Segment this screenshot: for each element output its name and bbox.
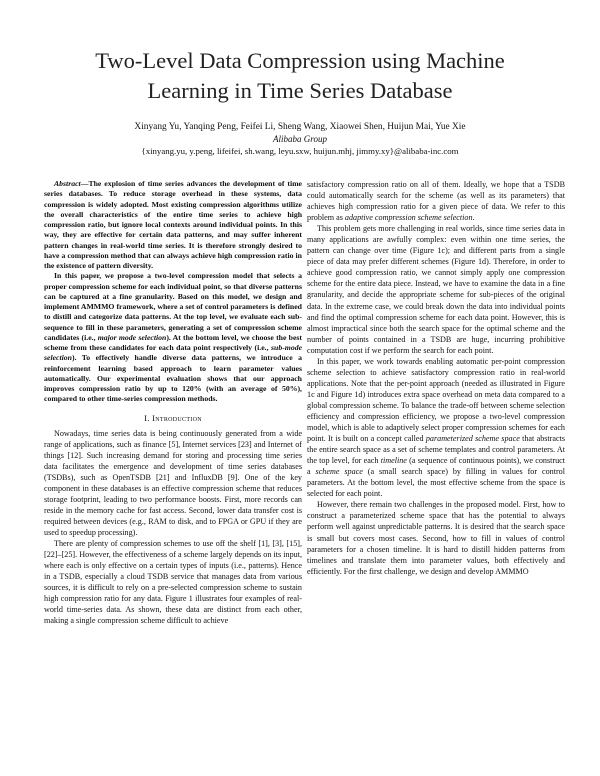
right-emphasis-3a: parameterized scheme space (425, 434, 520, 444)
intro-paragraph-1: Nowadays, time series data is being continuously generated from a wide range of applications, such as finance [5], Internet services [23] and Internet of things [12]. Such increasing demand for storing and processing time series data facilitates the emergence and development of time series databases (TSDBs), such as OpenTSDB [21] and InfluxDB [9]. One of the key component in these databases is an effective compression scheme that reduces storage footprint, leading to two performance boosts. First, more records can reside in the memory cache for fast access. Second, lower data transfer cost is required between devices (e.g., RAM to disk, and to FPGA or GPU if they are used to speedup processing). (44, 428, 302, 537)
title-line-2: Learning in Time Series Database (147, 78, 453, 103)
title-line-1: Two-Level Data Compression using Machine (95, 48, 505, 73)
right-text-3d: (a small search space) by filling in values for control parameters. At the bottom level, the most effective scheme from the space is selected for each point. (307, 467, 565, 499)
abstract-lead: Abstract (54, 179, 81, 188)
right-text-3c: (a sequence of continuous points), we construct a (307, 456, 565, 477)
abstract-paragraph-2 (44, 271, 302, 404)
left-column (44, 179, 302, 759)
right-emphasis-3b: timeline (380, 456, 407, 466)
right-paragraph-1 (307, 179, 565, 223)
right-paragraph-4: However, there remain two challenges in the proposed model. First, how to construct a parameterized scheme space that has the potential to always perform well against unpredictable patterns. It is desired that the search space is small but covers most cases. Second, how to fill in values of control parameters for a chosen timeline. It is hard to distill hidden patterns from timelines and translate them into parameter values, both effectively and efficiently. For the first challenge, we design and develop AMMMO (307, 500, 565, 576)
abstract-text-2c: ). To effectively handle diverse data patterns, we introduce a reinforcement learning based approach to learn parameter values automatically. Our experimental evaluation shows that our approach improves compression ratio by up to 120% (with an average of 50%), compared to other time-series compression methods. (44, 353, 302, 404)
right-emphasis-3c: scheme space (315, 467, 363, 477)
section-heading-introduction: I. Introduction (144, 412, 202, 423)
author-list: Xinyang Yu, Yanqing Peng, Feifei Li, Sheng Wang, Xiaowei Shen, Huijun Mai, Yue Xie (134, 122, 466, 132)
right-paragraph-2: This problem gets more challenging in real worlds, since time series data in many applications are awfully complex: even within one time series, the pattern can change over time (Figure 1c); and different parts from a single piece of data may prefer different schemes (Figure 1d). Therefore, in order to achieve good compression ratio, we cannot simply apply one compression scheme for the entire data piece. Instead, we have to examine the data in a fine granularity, and decide the appropriate scheme for sub-pieces of the original data. In the extreme case, we could break down the data into individual points and find the optimal compression scheme for each data point. However, this is almost impractical since both the search space for the optimal scheme and the number of points contained in a TSDB are huge, incurring prohibitive computation cost if we perform the search for each point. (307, 224, 565, 355)
abstract-text-2b: ). At the bottom level, we choose the best scheme from these candidates for each data point respectively (i.e., (44, 332, 302, 352)
right-emphasis-1: adaptive compression scheme selection (344, 213, 473, 223)
abstract-paragraph-1 (44, 179, 302, 271)
right-text-3a: In this paper, we work towards enabling automatic per-point compression scheme selection to achieve satisfactory compression ratio in real-world applications. Note that the per-point approach (needed as illustrated in Figure 1c and Figure 1d) introduces extra space overhead on meta data compared to a global compression scheme. To balance the trade-off between scheme selection efficiency and compression efficiency, we propose a two-level compression model, which is able to adaptively select proper compression schemes for each point. It is built on a concept called (307, 356, 565, 444)
right-text-1a: satisfactory compression ratio on all of them. Ideally, we hope that a TSDB could automatically search for the scheme (as well as its parameters) that achieves high compression ratio for a given piece of data. We refer to this problem as (307, 180, 565, 223)
abstract-text-1: —The explosion of time series advances the development of time series databases. To reduce storage overhead in these systems, data compression is widely adopted. Most existing compression algorithms utilize the overall characteristics of the entire time series to achieve high compression ratio, but ignore local contexts around individual points. In this way, they are effective for certain data patterns, and may suffer inherent pattern changes in real-world time series. It is therefore strongly desired to have a compression method that can always achieve high compression ratio in the existence of pattern diversity. (44, 179, 302, 270)
affiliation: Alibaba Group (273, 134, 327, 144)
author-emails: {xinyang.yu, y.peng, lifeifei, sh.wang, leyu.sxw, huijun.mhj, jimmy.xy}@alibaba-inc.com (141, 146, 459, 156)
abstract-emphasis-1: major mode selection (97, 332, 167, 342)
intro-paragraph-2: There are plenty of compression schemes to use off the shelf [1], [3], [15], [22]–[25]. However, the effectiveness of a scheme largely depends on its input, where each is only effective on a certain types of inputs (i.e., patterns). Hence in a TSDB, especially a cloud TSDB service that manages data from various sources, it is difficult to rely on a pre-selected compression scheme to sustain high compression ratio for any data. Figure 1 illustrates four examples of real-world time-series data. As shown, these data are distinct from each other, making a single compression scheme difficult to achieve (44, 538, 302, 626)
paper-title (40, 46, 560, 106)
abstract-emphasis-2: sub-mode selection (44, 343, 302, 363)
right-paragraph-3 (307, 356, 565, 500)
right-text-3b: that abstracts the entire search space as a set of scheme templates and control parameters. At the top level, for each (307, 434, 565, 466)
right-text-1b: . (472, 213, 475, 223)
right-column (307, 179, 565, 759)
abstract-text-2a: In this paper, we propose a two-level compression model that selects a proper compression scheme for each individual point, so that diverse patterns can be captured at a fine granularity. Based on this model, we design and implement AMMMO framework, where a set of control parameters is defined to distill and categorize data patterns. At the top level, we evaluate each sub-sequence to fill in these parameters, generating a set of compression scheme candidates (i.e., (44, 271, 302, 342)
